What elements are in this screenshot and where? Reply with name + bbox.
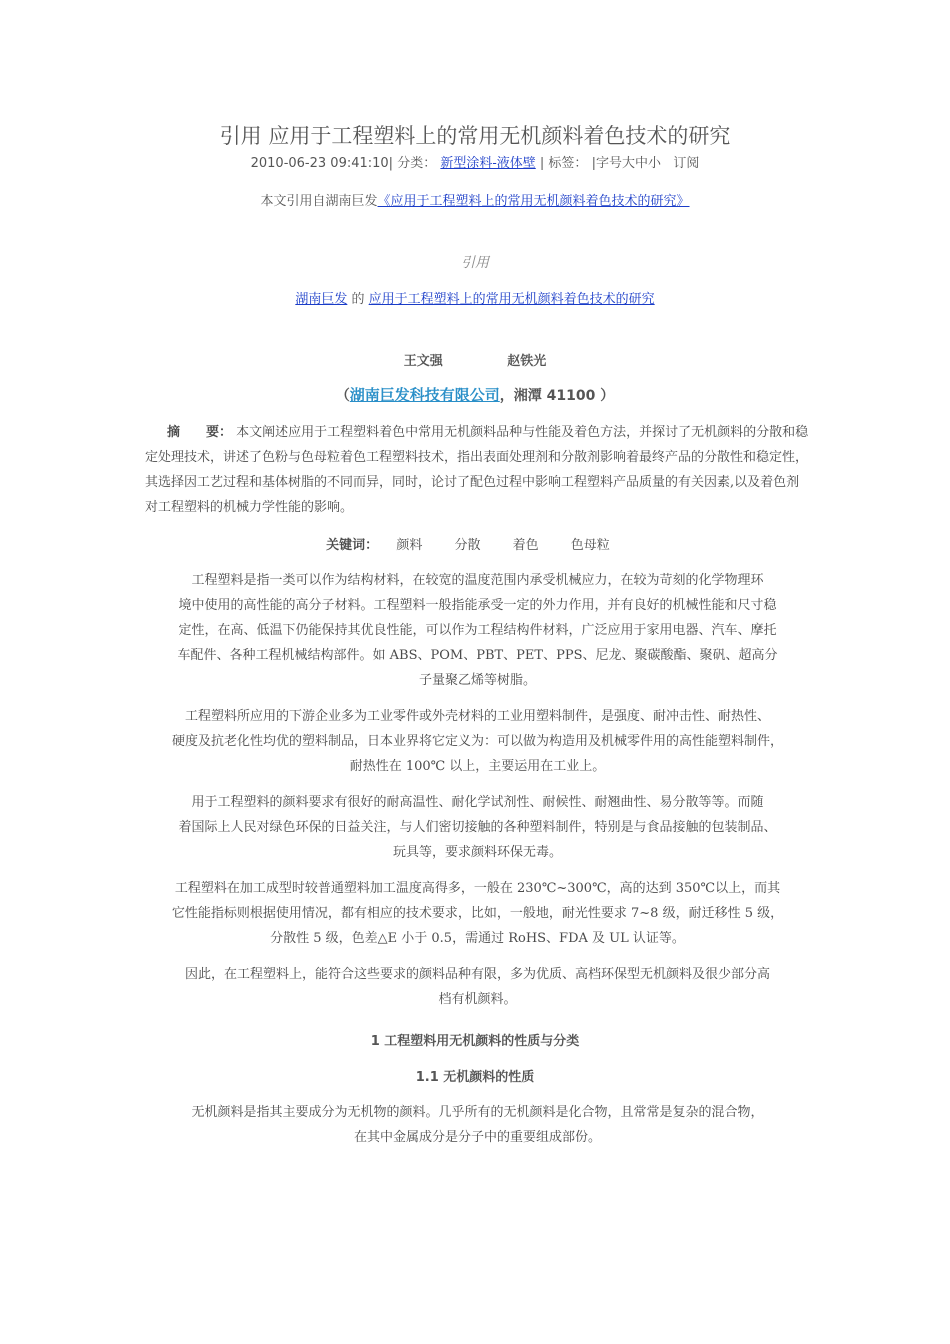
abstract-text: 本文阐述应用于工程塑料着色中常用无机颜料品种与性能及着色方法，并探讨了无机颜料的分散和稳定处理技术，讲述了色粉与色母粒着色工程塑料技术，指出表面处理剂和分散剂影响着最终产品的分散性和稳定性，其选择因工艺过程和基体树脂的不同而异，同时，论讨了配色过程中影响工程塑料产品质量的有关因素,以及着色剂对工程塑料的机械力学性能的影响。 xyxy=(145,425,809,515)
paragraph-line: 定性，在高、低温下仍能保持其优良性能，可以作为工程结构件材料，广泛应用于家用电器、汽车、摩托 xyxy=(178,623,777,638)
paragraph-line: 工程塑料是指一类可以作为结构材料，在较宽的温度范围内承受机械应力，在较为苛刻的化学物理环 xyxy=(191,573,764,588)
paragraph-line: 境中使用的高性能的高分子材料。工程塑料一般指能承受一定的外力作用，并有良好的机械性能和尺寸稳 xyxy=(178,598,777,613)
paragraph-line: 车配件、各种工程机械结构部件。如 ABS、POM、PBT、PET、PPS、尼龙、聚碳酸酯、聚矾、超高分 xyxy=(177,648,778,663)
paragraph-line: 工程塑料在加工成型时较普通塑料加工温度高得多，一般在 230℃~300℃，高的达到 350℃以上，而其 xyxy=(174,881,781,896)
paragraph-line: 工程塑料所应用的下游企业多为工业零件或外壳材料的工业用塑料制件，是强度、耐冲击性、耐热性、 xyxy=(184,709,770,724)
quote-title-link[interactable]: 应用于工程塑料上的常用无机颜料着色技术的研究 xyxy=(368,292,655,307)
quote-label: 引用 xyxy=(461,255,489,271)
category-link[interactable]: 新型涂料-液体壁 xyxy=(440,156,536,171)
authors xyxy=(0,350,950,369)
paragraph-line: 玩具等，要求颜料环保无毒。 xyxy=(392,845,562,860)
keyword: 着色 xyxy=(512,538,539,553)
paragraph xyxy=(145,568,810,693)
paragraph xyxy=(145,790,810,865)
paragraph-line: 硬度及抗老化性均优的塑料制品，日本业界将它定义为：可以做为构造用及机械零件用的高性能塑料制件， xyxy=(171,734,783,749)
paragraph xyxy=(145,962,810,1012)
paragraph-line: 用于工程塑料的颜料要求有很好的耐高温性、耐化学试剂性、耐候性、耐翘曲性、易分散等等。而随 xyxy=(191,795,764,810)
paragraph xyxy=(145,704,810,779)
author-name: 王文强 xyxy=(403,354,443,369)
paragraph-line: 分散性 5 级，色差△E 小于 0.5，需通过 RoHS、FDA 及 UL 认证等。 xyxy=(270,931,685,946)
keywords-label: 关键词： xyxy=(326,538,379,553)
keywords xyxy=(0,534,950,553)
tags-label: | 标签： xyxy=(539,156,588,171)
keyword: 分散 xyxy=(454,538,481,553)
subsection-heading: 1.1 无机颜料的性质 xyxy=(415,1070,535,1085)
paragraph-line: 在其中金属成分是分子中的重要组成部份。 xyxy=(353,1130,601,1145)
paragraph-line: 子量聚乙烯等树脂。 xyxy=(418,673,536,688)
font-size-control[interactable]: |字号大中小 xyxy=(591,156,661,171)
paragraph-line: 无机颜料是指其主要成分为无机物的颜料。几乎所有的无机颜料是化合物，且常常是复杂的混合物， xyxy=(191,1105,764,1120)
paragraph-line: 它性能指标则根据使用情况，都有相应的技术要求，比如，一般地，耐光性要求 7~8 级，耐迁移性 5 级， xyxy=(171,906,784,921)
category-label: 分类： xyxy=(397,156,437,171)
paragraph-line: 档有机颜料。 xyxy=(438,992,517,1007)
paragraph-line: 因此，在工程塑料上，能符合这些要求的颜料品种有限，多为优质、高档环保型无机颜料及很少部分高 xyxy=(184,967,770,982)
page-title: 引用 应用于工程塑料上的常用无机颜料着色技术的研究 xyxy=(219,124,731,148)
paragraph-line: 耐热性在 100℃ 以上，主要运用在工业上。 xyxy=(349,759,606,774)
post-datetime: 2010-06-23 09:41:10| xyxy=(250,156,394,171)
paragraph xyxy=(145,1100,810,1150)
affiliation-rest: ，湘潭 41100 ） xyxy=(499,388,615,404)
affiliation-open: （ xyxy=(335,388,350,404)
keyword: 颜料 xyxy=(396,538,423,553)
quote-source xyxy=(0,288,950,307)
quote-of: 的 xyxy=(351,292,365,307)
citation-line xyxy=(0,190,950,209)
abstract-label: 摘 要： xyxy=(167,425,233,440)
keyword: 色母粒 xyxy=(570,538,610,553)
abstract xyxy=(145,420,810,520)
affiliation-org-link[interactable]: 湖南巨发科技有限公司 xyxy=(349,386,500,404)
paragraph-line: 着国际上人民对绿色环保的日益关注，与人们密切接触的各种塑料制件，特别是与食品接触的包装制品、 xyxy=(178,820,777,835)
quote-author-link[interactable]: 湖南巨发 xyxy=(295,292,348,307)
post-meta xyxy=(0,152,950,171)
author-name: 赵铁光 xyxy=(507,354,547,369)
subscribe-link[interactable]: 订阅 xyxy=(673,156,700,171)
affiliation xyxy=(0,384,950,405)
citation-link[interactable]: 《应用于工程塑料上的常用无机颜料着色技术的研究》 xyxy=(377,194,690,209)
paragraph xyxy=(145,876,810,951)
section-heading: 1 工程塑料用无机颜料的性质与分类 xyxy=(370,1034,580,1049)
citation-prefix: 本文引用自湖南巨发 xyxy=(260,194,378,209)
